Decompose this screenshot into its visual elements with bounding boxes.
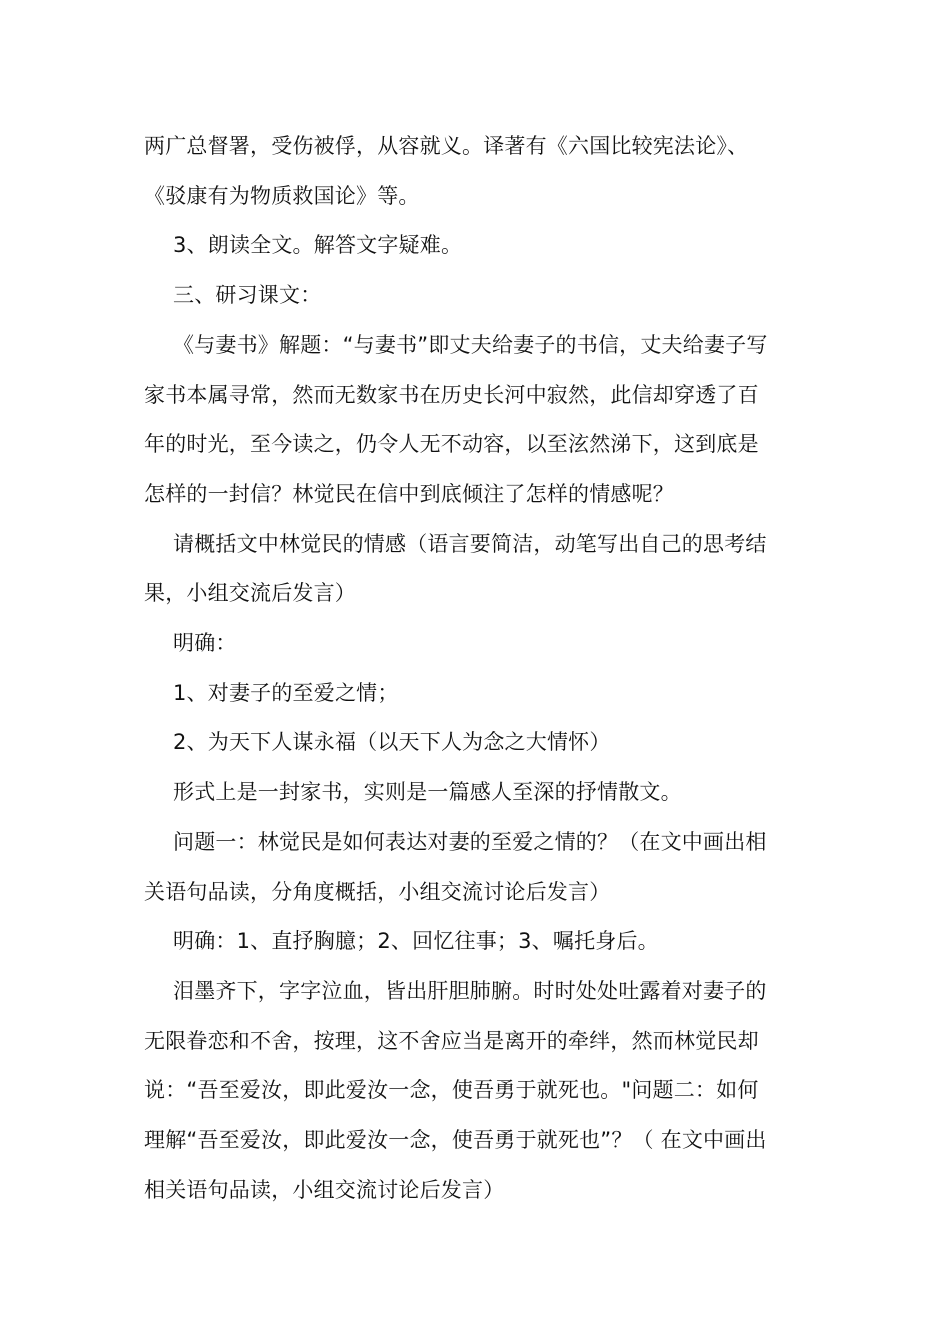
text-line-1: 两广总督署，受伤被俘，从容就义。译著有《六国比较宪法论》、 — [144, 134, 749, 158]
text-line-17: 明确：1、直抒胸臆；2、回忆往事；3、嘱托身后。 — [173, 929, 659, 954]
text-line-12: 1、对妻子的至爱之情； — [173, 680, 399, 705]
text-line-3: 3、朗读全文。解答文字疑难。 — [173, 233, 463, 258]
text-line-19: 无限眷恋和不舍，按理，这不舍应当是离开的牵绊，然而林觉民却 — [144, 1028, 759, 1053]
text-line-9: 请概括文中林觉民的情感（语言要简洁，动笔写出自己的思考结 — [173, 531, 767, 556]
text-line-7: 年的时光，至今读之，仍令人无不动容，以至泫然涕下，这到底是 — [144, 432, 759, 457]
text-line-6: 家书本属寻常，然而无数家书在历史长河中寂然，此信却穿透了百 — [144, 382, 759, 407]
text-line-20: 说：“吾至爱汝，即此爱汝一念，使吾勇于就死也。"问题二：如何 — [144, 1078, 759, 1103]
text-line-21: 理解“吾至爱汝，即此爱汝一念，使吾勇于就死也”？（ 在文中画出 — [144, 1128, 767, 1153]
text-line-11: 明确： — [173, 631, 237, 656]
text-line-10: 果，小组交流后发言） — [144, 581, 356, 606]
text-line-22: 相关语句品读，小组交流讨论后发言） — [144, 1177, 505, 1202]
text-line-8: 怎样的一封信？林觉民在信中到底倾注了怎样的情感呢？ — [144, 481, 674, 506]
text-line-13: 2、为天下人谋永福（以天下人为念之大情怀） — [173, 730, 611, 755]
text-line-2: 《驳康有为物质救国论》等。 — [144, 183, 420, 208]
text-line-14: 形式上是一封家书，实则是一篇感人至深的抒情散文。 — [173, 780, 682, 805]
document-body — [144, 122, 808, 1215]
text-line-18: 泪墨齐下，字字泣血，皆出肝胆肺腑。时时处处吐露着对妻子的 — [173, 978, 767, 1003]
text-line-16: 关语句品读，分角度概括，小组交流讨论后发言） — [144, 879, 611, 904]
section-heading: 三、研习课文： — [173, 283, 322, 308]
text-line-5: 《与妻书》解题：“与妻书”即丈夫给妻子的书信，丈夫给妻子写 — [173, 332, 768, 357]
text-line-15: 问题一：林觉民是如何表达对妻的至爱之情的？（在文中画出相 — [173, 829, 767, 854]
